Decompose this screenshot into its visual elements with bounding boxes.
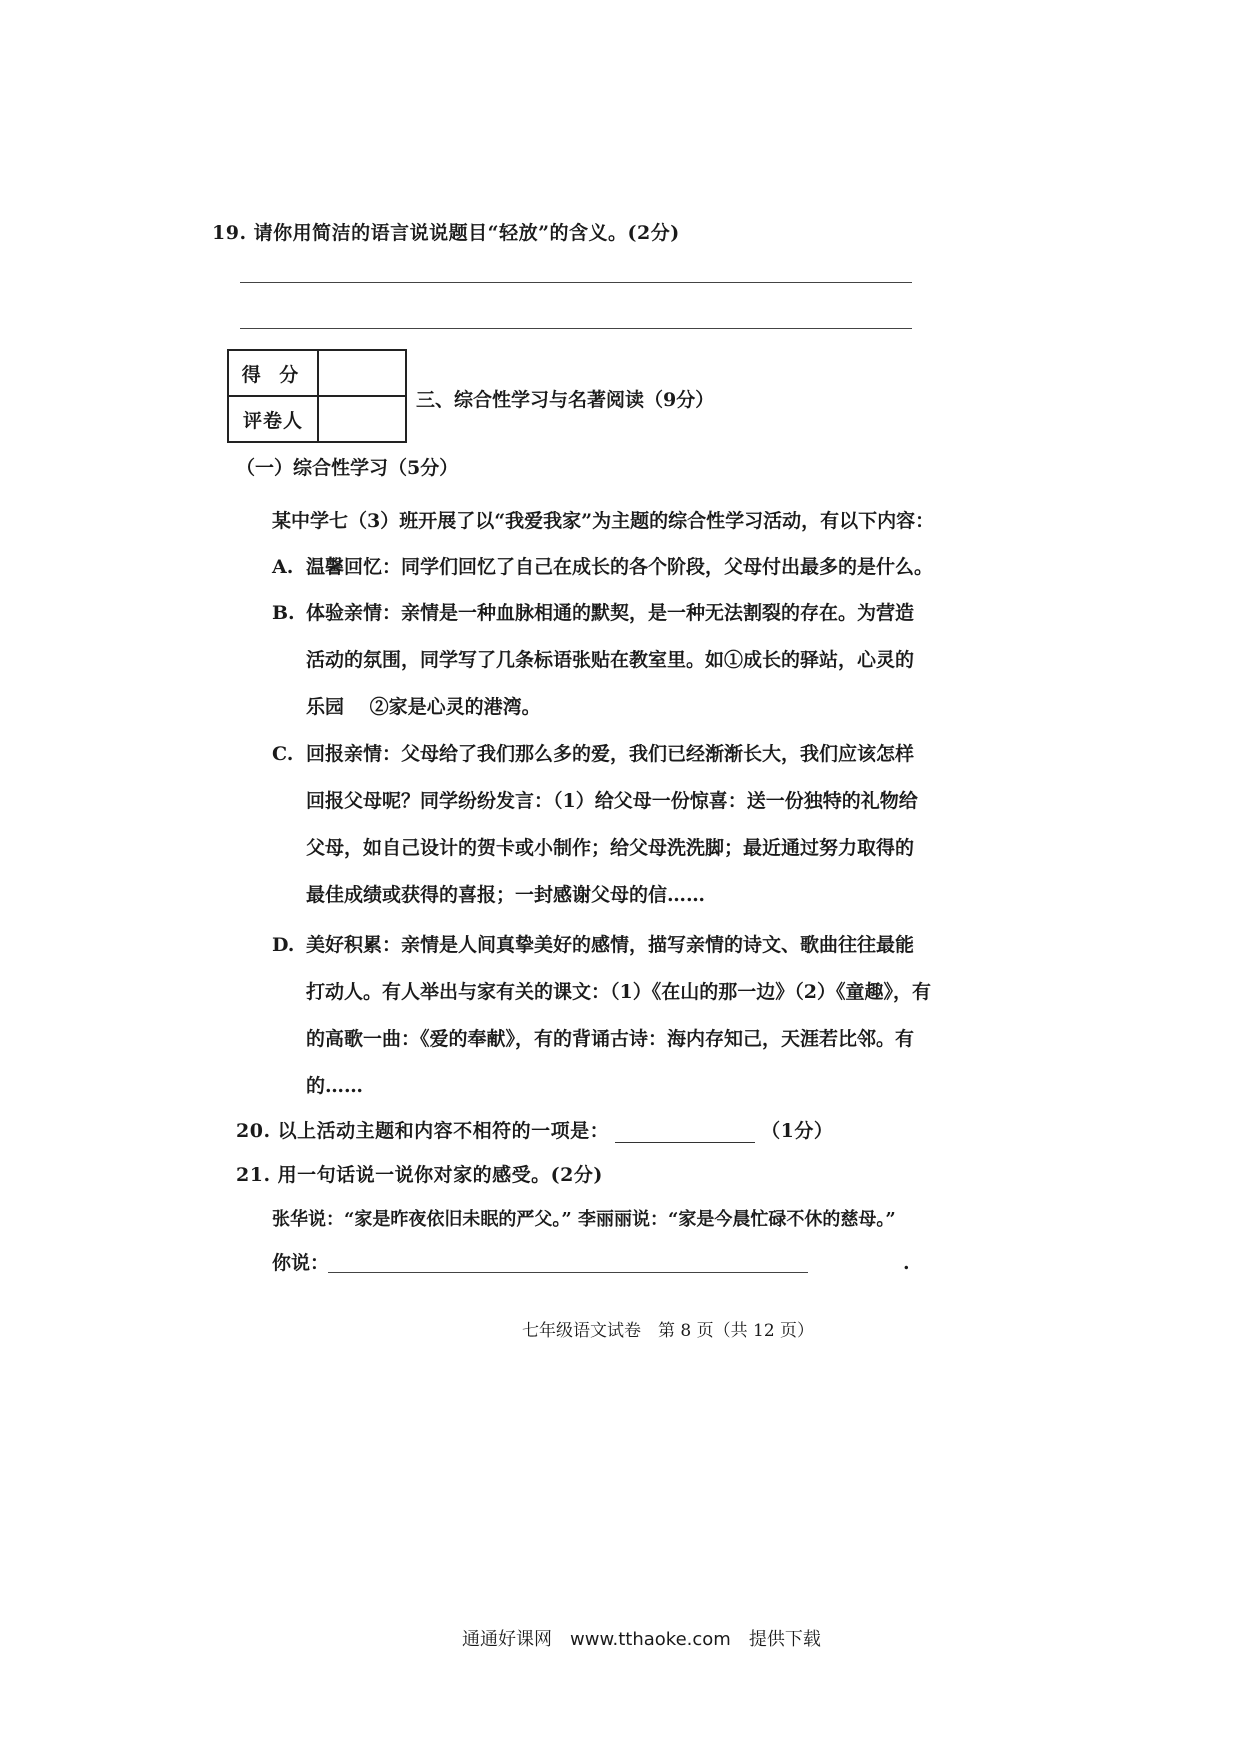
question-19: 19. 请你用简洁的语言说说题目“轻放”的含义。(2分) <box>212 222 680 244</box>
subsection-1-title: （一）综合性学习（5分） <box>236 457 459 479</box>
page-footer: 七年级语文试卷 第 8 页（共 12 页） <box>522 1321 815 1341</box>
item-c-line-3: 父母，如自己设计的贺卡或小制作；给父母洗洗脚；最近通过努力取得的 <box>306 837 915 859</box>
answer-line-19-1 <box>240 282 912 283</box>
item-a-label: A. <box>272 556 294 578</box>
section-3-title: 三、综合性学习与名著阅读（9分） <box>416 389 715 411</box>
item-c-line-4: 最佳成绩或获得的喜报；一封感谢父母的信…… <box>306 884 706 906</box>
question-20-prefix: 20. 以上活动主题和内容不相符的一项是： <box>236 1120 610 1142</box>
item-c-line-2: 回报父母呢？同学纷纷发言：（1）给父母一份惊喜：送一份独特的礼物给 <box>306 790 918 812</box>
download-credit: 通通好课网 www.tthaoke.com 提供下载 <box>462 1629 821 1650</box>
score-cell <box>318 350 406 396</box>
item-d-line-2: 打动人。有人举出与家有关的课文：（1）《在山的那一边》（2）《童趣》，有 <box>306 981 931 1003</box>
item-c-line-1: 回报亲情：父母给了我们那么多的爱，我们已经渐渐长大，我们应该怎样 <box>306 743 915 765</box>
item-d-line-3: 的高歌一曲：《爱的奉献》，有的背诵古诗：海内存知己，天涯若比邻。有 <box>306 1028 915 1050</box>
answer-line-19-2 <box>240 328 912 329</box>
item-d-label: D. <box>272 934 295 956</box>
item-b-line-3: 乐园 ②家是心灵的港湾。 <box>306 696 541 718</box>
score-box <box>227 349 407 443</box>
grader-label: 评卷人 <box>228 396 318 442</box>
question-21: 21. 用一句话说一说你对家的感受。(2分) <box>236 1164 603 1186</box>
answer-line-21[interactable] <box>328 1272 808 1273</box>
item-a-line-1: 温馨回忆：同学们回忆了自己在成长的各个阶段，父母付出最多的是什么。 <box>306 556 934 578</box>
item-c-label: C. <box>272 743 294 765</box>
item-d-line-4: 的…… <box>306 1075 364 1097</box>
question-21-examples: 张华说：“家是昨夜依旧未眠的严父。” 李丽丽说：“家是今晨忙碌不休的慈母。” <box>272 1209 896 1230</box>
item-b-label: B. <box>272 602 295 624</box>
question-20 <box>236 1116 833 1143</box>
question-20-points: （1分） <box>761 1120 834 1142</box>
answer-blank-20[interactable] <box>615 1124 755 1143</box>
item-d-line-1: 美好积累：亲情是人间真挚美好的感情，描写亲情的诗文、歌曲往往最能 <box>306 934 915 956</box>
grader-cell <box>318 396 406 442</box>
item-b-line-1: 体验亲情：亲情是一种血脉相通的默契，是一种无法割裂的存在。为营造 <box>306 602 915 624</box>
answer-end-mark: . <box>903 1252 910 1274</box>
you-say-label: 你说： <box>272 1252 330 1274</box>
intro-text: 某中学七（3）班开展了以“我爱我家”为主题的综合性学习活动，有以下内容： <box>272 510 935 532</box>
item-b-line-2: 活动的氛围，同学写了几条标语张贴在教室里。如①成长的驿站，心灵的 <box>306 649 915 671</box>
score-label: 得 分 <box>228 350 318 396</box>
